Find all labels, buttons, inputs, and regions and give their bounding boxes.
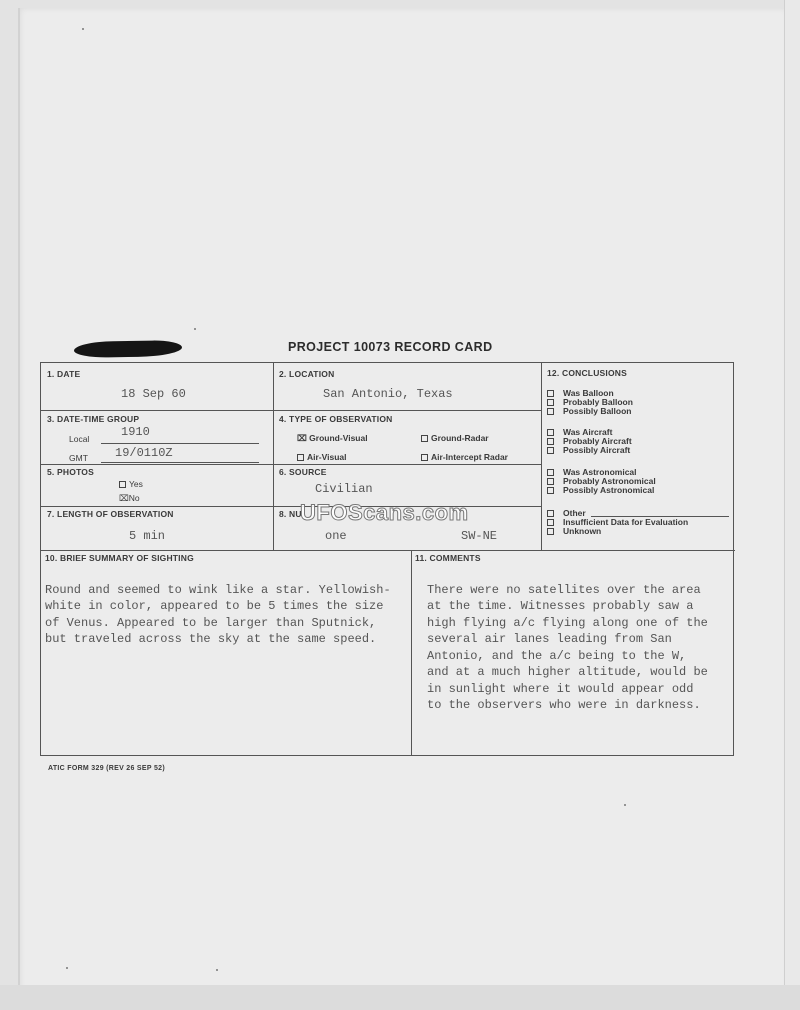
- location-value: San Antonio, Texas: [323, 387, 453, 401]
- conclusion-option: Possibly Balloon: [547, 406, 632, 416]
- checkbox-icon: [547, 438, 554, 445]
- card-title: PROJECT 10073 RECORD CARD: [288, 340, 493, 354]
- scan-speck: [624, 804, 626, 806]
- comment-line: in sunlight where it would appear odd: [427, 681, 694, 696]
- checkbox-icon: [421, 454, 428, 461]
- comment-line: high flying a/c flying along one of the: [427, 615, 708, 630]
- scan-speck: [66, 967, 68, 969]
- date-value: 18 Sep 60: [121, 387, 186, 401]
- local-label: Local: [69, 434, 90, 444]
- number-of-objects-value: one: [325, 529, 347, 543]
- comment-line: to the observers who were in darkness.: [427, 698, 701, 712]
- gmt-underline: [101, 462, 259, 463]
- checked-box-icon: ⌧: [119, 493, 129, 503]
- comments-text: [427, 565, 708, 714]
- conclusion-option: Probably Astronomical: [547, 476, 656, 486]
- conclusions-label: 12. CONCLUSIONS: [547, 368, 627, 378]
- source-label: 6. SOURCE: [279, 467, 327, 477]
- conclusion-option: Unknown: [547, 526, 601, 536]
- comment-line: several air lanes leading from San: [427, 632, 672, 646]
- local-value: 1910: [121, 425, 150, 439]
- photos-no: ⌧No: [119, 493, 140, 503]
- option-air-visual: Air-Visual: [297, 452, 347, 462]
- checkbox-icon: [547, 487, 554, 494]
- summary-line: but traveled across the sky at the same speed.: [45, 632, 377, 646]
- photos-label: 5. PHOTOS: [47, 467, 94, 477]
- option-ground-radar: Ground-Radar: [421, 433, 489, 443]
- checked-box-icon: ⌧: [297, 433, 307, 443]
- scan-speck: [216, 969, 218, 971]
- location-label: 2. LOCATION: [279, 369, 335, 379]
- gmt-value: 19/0110Z: [115, 446, 173, 460]
- comment-line: There were no satellites over the area: [427, 582, 701, 597]
- gmt-label: GMT: [69, 453, 88, 463]
- form-number: ATIC FORM 329 (REV 26 SEP 52): [48, 765, 165, 772]
- checkbox-icon: [547, 478, 554, 485]
- checkbox-icon: [547, 519, 554, 526]
- checkbox-icon: [297, 454, 304, 461]
- checkbox-icon: [547, 429, 554, 436]
- scanner-edge-right: [784, 0, 800, 1010]
- checkbox-icon: [547, 408, 554, 415]
- checkbox-icon: [547, 447, 554, 454]
- summary-line: of Venus. Appeared to be larger than Sputnick,: [45, 615, 377, 630]
- conclusion-option: Possibly Astronomical: [547, 485, 654, 495]
- brief-summary-text: [45, 565, 391, 648]
- course-value: SW-NE: [461, 529, 498, 543]
- record-card: [40, 362, 734, 756]
- comment-line: Antonio, and the a/c being to the W,: [427, 648, 687, 663]
- brief-summary-label: 10. BRIEF SUMMARY OF SIGHTING: [45, 553, 194, 563]
- comment-line: and at a much higher altitude, would be: [427, 665, 708, 679]
- conclusion-option: Insufficient Data for Evaluation: [547, 517, 688, 527]
- source-value: Civilian: [315, 482, 373, 496]
- scan-speck: [194, 328, 196, 330]
- conclusions-list: [541, 363, 735, 550]
- summary-line: white in color, appeared to be 5 times the size: [45, 599, 384, 613]
- checkbox-icon: [547, 390, 554, 397]
- number-of-objects-label: 8. NU: [279, 509, 302, 519]
- date-label: 1. DATE: [47, 369, 81, 379]
- length-of-observation-label: 7. LENGTH OF OBSERVATION: [47, 509, 174, 519]
- checkbox-icon: [547, 528, 554, 535]
- local-underline: [101, 443, 259, 444]
- scan-speck: [82, 28, 84, 30]
- conclusion-option: Probably Aircraft: [547, 436, 632, 446]
- checkbox-icon: [547, 399, 554, 406]
- conclusion-option: Possibly Aircraft: [547, 445, 630, 455]
- checkbox-icon: [421, 435, 428, 442]
- comment-line: at the time. Witnesses probably saw a: [427, 599, 694, 613]
- checkbox-icon: [119, 481, 126, 488]
- conclusion-option: Probably Balloon: [547, 397, 633, 407]
- checkbox-icon: [547, 469, 554, 476]
- summary-line: Round and seemed to wink like a star. Yellowish-: [45, 582, 391, 597]
- site-watermark: UFOScans.com: [300, 500, 469, 525]
- type-of-observation-label: 4. TYPE OF OBSERVATION: [279, 414, 393, 424]
- length-of-observation-value: 5 min: [129, 529, 166, 543]
- option-ground-visual: ⌧ Ground-Visual: [297, 433, 368, 443]
- conclusion-option-other: Other: [547, 508, 586, 518]
- comments-label: 11. COMMENTS: [415, 553, 481, 563]
- conclusion-option: Was Aircraft: [547, 427, 612, 437]
- option-air-intercept-radar: Air-Intercept Radar: [421, 452, 508, 462]
- scanner-edge-bottom: [0, 985, 800, 1010]
- date-time-group-label: 3. DATE-TIME GROUP: [47, 414, 140, 424]
- conclusion-option: Was Astronomical: [547, 467, 637, 477]
- conclusion-option: Was Balloon: [547, 388, 614, 398]
- photos-yes: Yes: [119, 479, 143, 489]
- checkbox-icon: [547, 510, 554, 517]
